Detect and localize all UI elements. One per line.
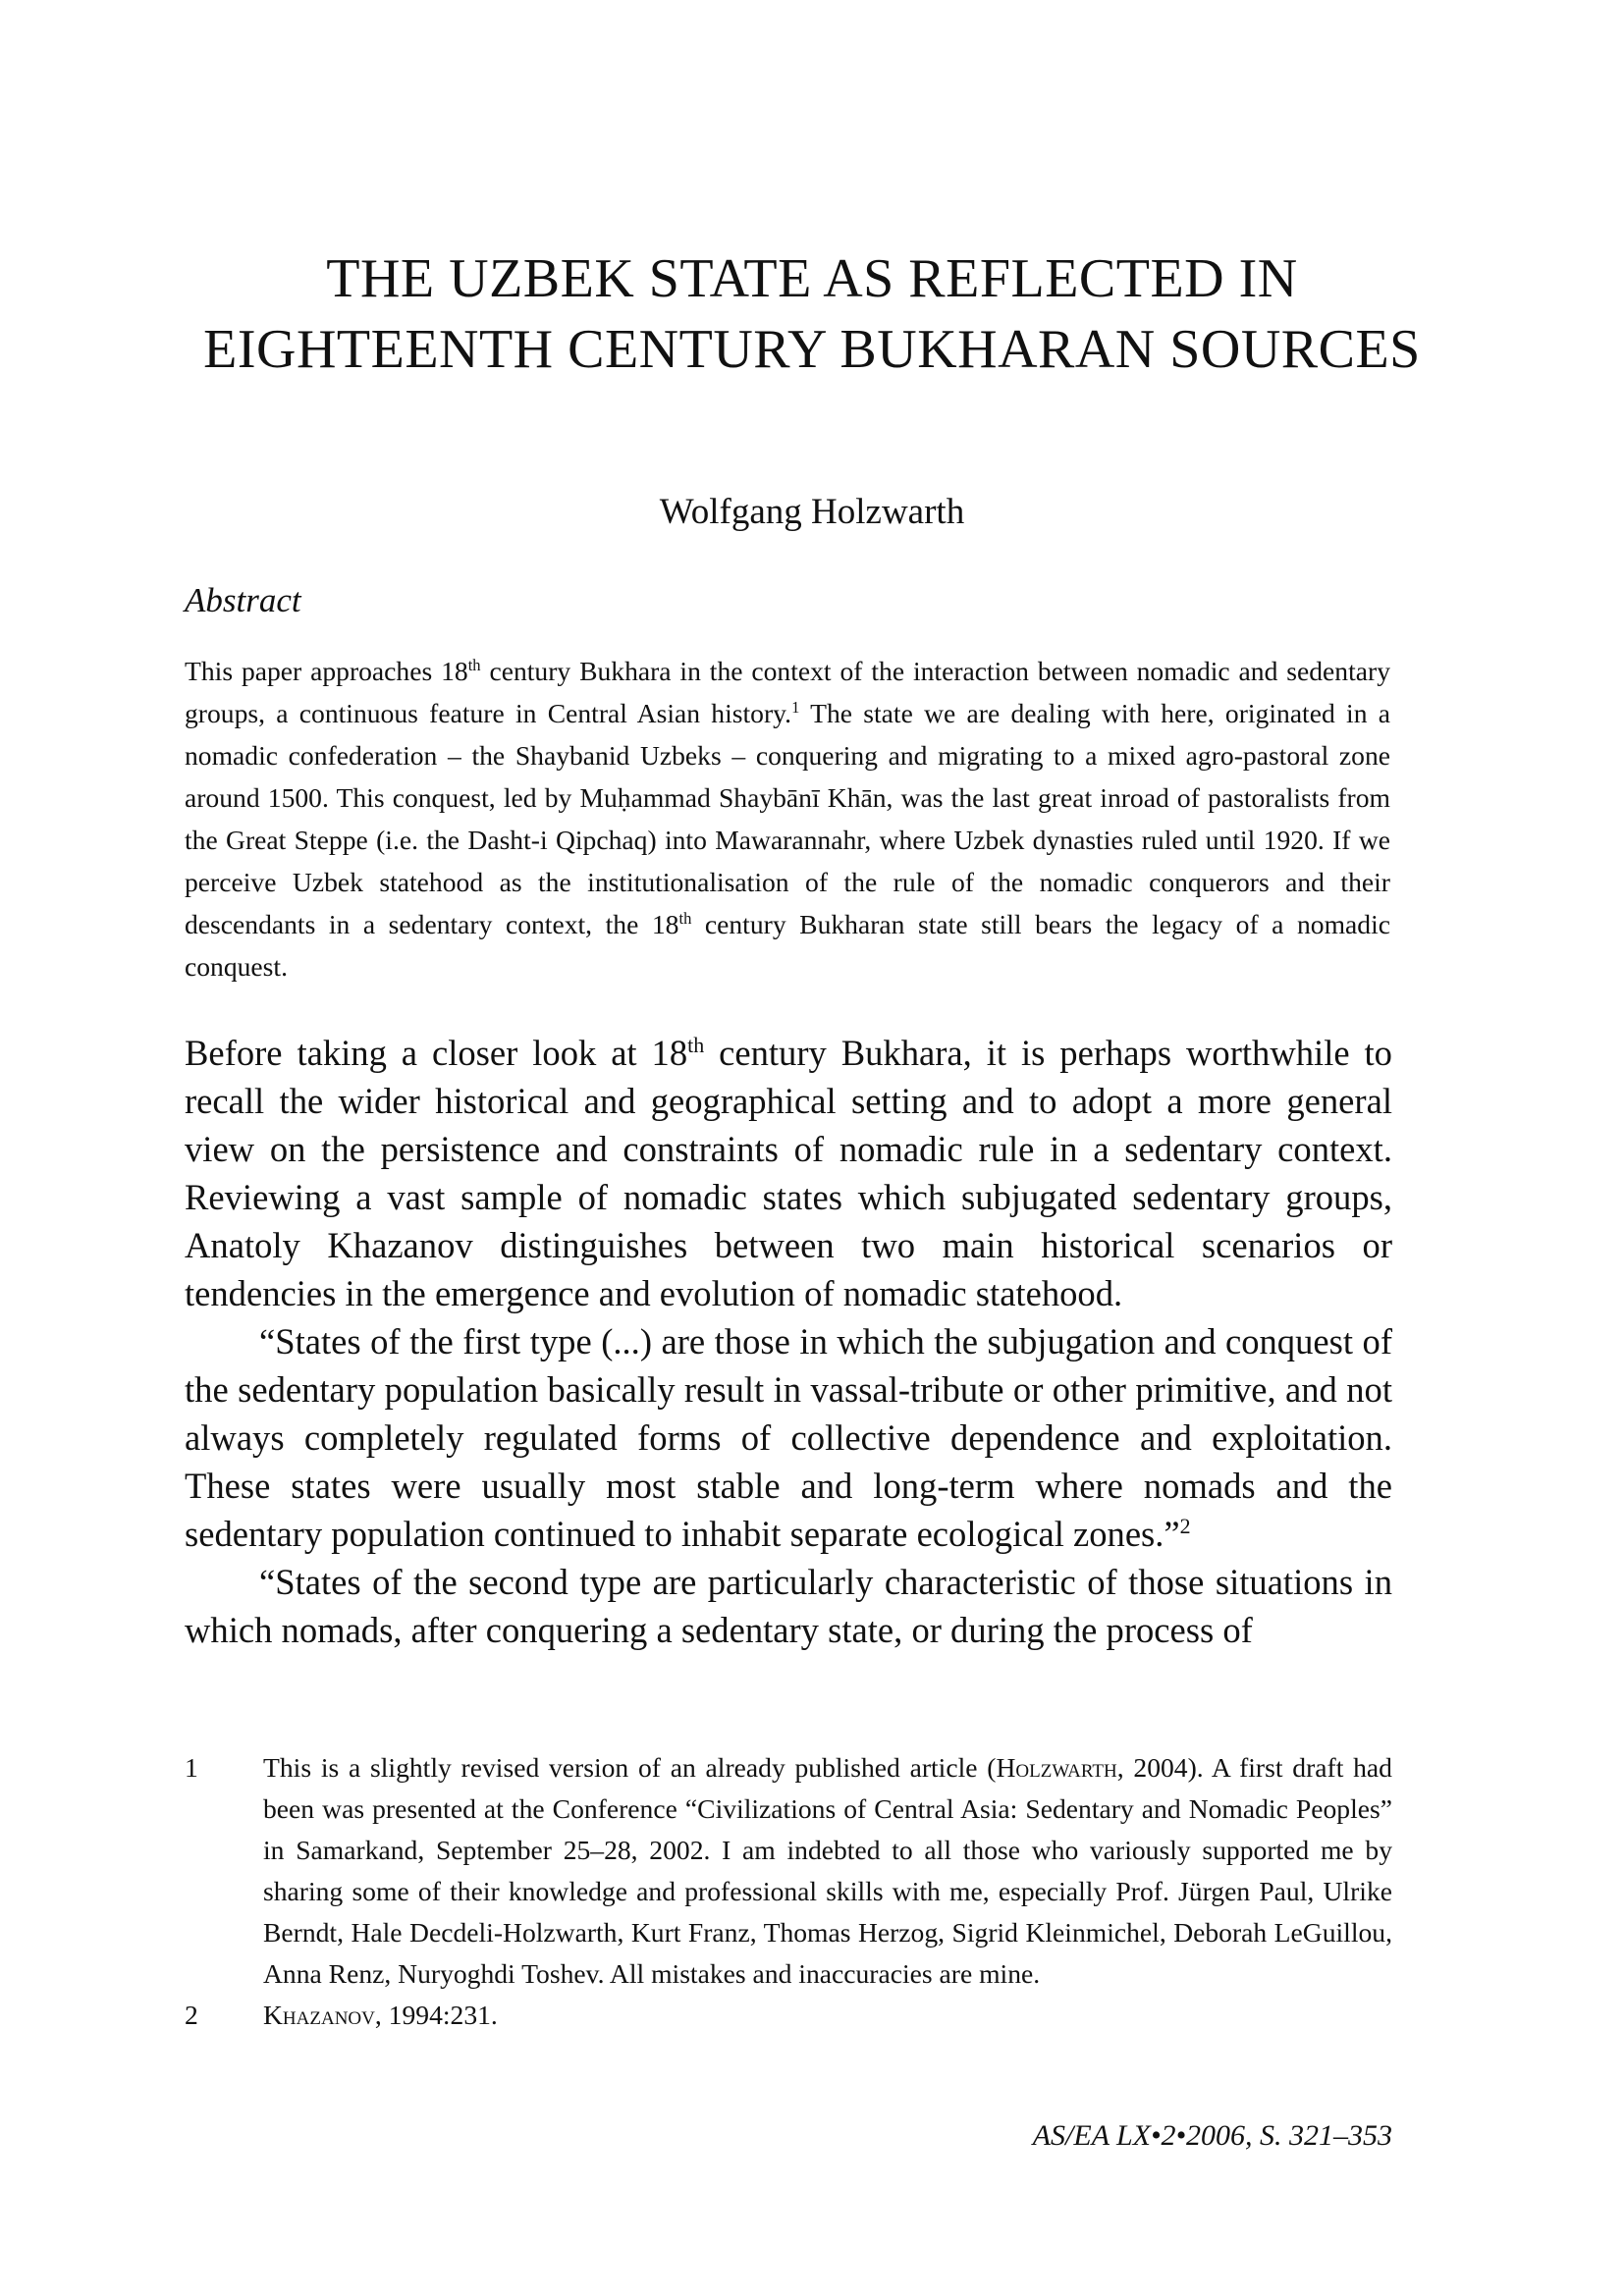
footnote-text-part: , 2004). A first draft had been was presented at the Conference “Civilizations of Central Asia: Sedentary and Nomadic Peoples” in Samarkand, September 25–28, 2002. I am indebted to all those who variously supported me by sharing some of their knowledge and professional skills with me, especially Prof. Jürgen Paul, Ulrike Berndt, Hale Decdeli-Holzwarth, Kurt Franz, Thomas Herzog, Sigrid Kleinmichel, Deborah LeGuillou, Anna Renz, Nuryoghdi Toshev. All mistakes and inaccuracies are mine. <box>263 1752 1392 1989</box>
ordinal-superscript: th <box>678 908 692 928</box>
footnote-1 <box>185 1747 1392 1995</box>
body-paragraph-3: “States of the second type are particularly characteristic of those situations in which nomads, after conquering a sedentary state, or during the process of <box>185 1562 1392 1650</box>
body-text-part: “States of the first type (...) are those in which the subjugation and conquest of the sedentary population basically result in vassal-tribute or other primitive, and not always completely regulated forms of collective dependence and exploitation. These states were usually most stable and long-term where nomads and the sedentary population continued to inhabit separate ecological zones.” <box>185 1321 1392 1554</box>
abstract-heading: Abstract <box>185 581 301 619</box>
footnote-number: 1 <box>185 1752 198 1783</box>
body-text-part: century Bukhara, it is perhaps worthwhile to recall the wider historical and geographical setting and to adopt a more general view on the persistence and constraints of nomadic rule in a sedentary context. Reviewing a vast sample of nomadic states which subjugated sedentary groups, Anatoly Khazanov distinguishes between two main historical scenarios or tendencies in the emergence and evolution of nomadic statehood. <box>185 1033 1392 1313</box>
footnote-2 <box>185 1995 1392 2036</box>
body-text <box>185 1029 1392 1654</box>
body-text-part: Before taking a closer look at 18 <box>185 1033 688 1073</box>
footnote-text-part: , 1994:231. <box>374 2000 498 2030</box>
footnotes <box>185 1747 1392 2036</box>
cited-author: Holzwarth <box>996 1752 1117 1783</box>
footnote-ref-2: 2 <box>1179 1513 1191 1538</box>
abstract-paragraph <box>185 650 1390 988</box>
journal-reference: AS/EA LX•2•2006, S. 321–353 <box>1032 2119 1392 2152</box>
body-paragraph-2 <box>185 1317 1392 1558</box>
abstract-text-part: century Bukhara in the context of the interaction between nomadic and sedentary groups, a continuous feature in Central Asian history. <box>185 656 1390 728</box>
footnote-ref-1: 1 <box>791 697 800 717</box>
ordinal-superscript: th <box>467 655 481 674</box>
author-name: Wolfgang Holzwarth <box>659 492 965 532</box>
footnote-text <box>263 1747 1392 1995</box>
article-title-line-2: EIGHTEENTH CENTURY BUKHARAN SOURCES <box>203 319 1421 380</box>
footnote-number: 2 <box>185 2000 198 2030</box>
footnote-text <box>263 1995 1392 2036</box>
ordinal-superscript: th <box>687 1032 705 1057</box>
body-paragraph-1 <box>185 1029 1392 1317</box>
article-title-line-1: THE UZBEK STATE AS REFLECTED IN <box>326 248 1298 309</box>
footnote-text-part: This is a slightly revised version of an already published article ( <box>263 1752 997 1783</box>
abstract-text-part: The state we are dealing with here, originated in a nomadic confederation – the Shaybanid Uzbeks – conquering and migrating to a mixed agro-pastoral zone around 1500. This conquest, led by Muḥammad Shaybānī Khān, was the last great inroad of pastoralists from the Great Steppe (i.e. the Dasht-i Qipchaq) into Mawarannahr, where Uzbek dynasties ruled until 1920. If we perceive Uzbek statehood as the institutionalisation of the rule of the nomadic conquerors and their descendants in a sedentary context, the 18 <box>185 698 1391 939</box>
cited-author: Khazanov <box>263 2000 375 2030</box>
article-title <box>147 243 1477 385</box>
abstract-text-part: This paper approaches 18 <box>185 656 468 686</box>
abstract-text-part: century Bukharan state still bears the legacy of a nomadic conquest. <box>185 909 1390 982</box>
